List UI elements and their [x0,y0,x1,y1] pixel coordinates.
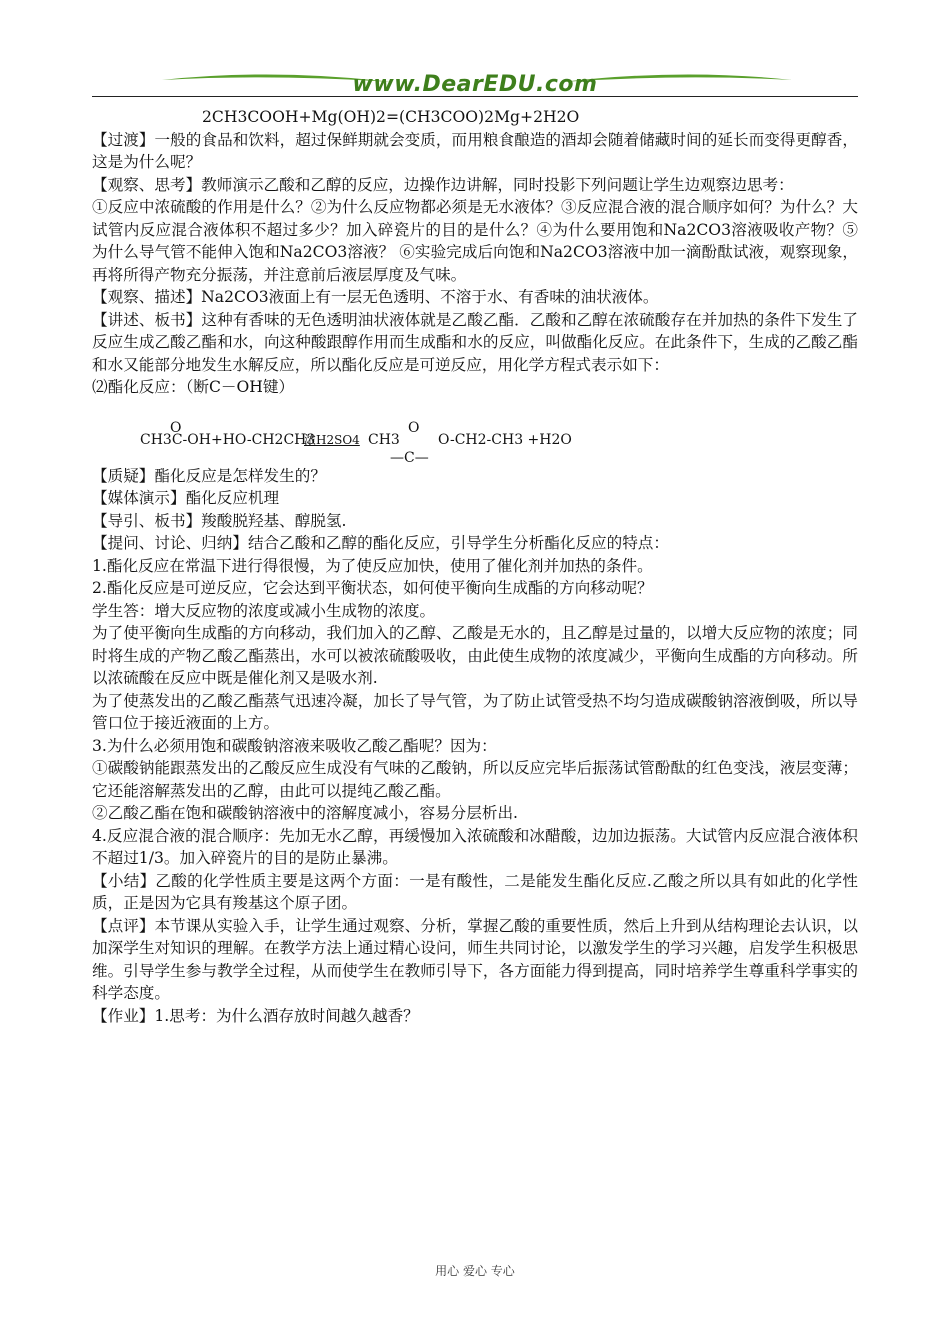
page-footer: 用心 爱心 专心 [435,1264,515,1278]
paragraph: 【质疑】酯化反应是怎样发生的？ [92,466,326,485]
paragraph: 【点评】本节课从实验入手，让学生通过观察、分析，掌握乙酸的重要性质，然后上升到从结构理论去认识，以加深学生对知识的理解。在教学方法上通过精心设问，师生共同讨论，以激发学生的学习兴趣，启发学生积极思维。引导学生参与教学全过程，从而使学生在教师引导下，各方面能力得到提高，同时培养学生尊重科学事实的科学态度。 [92,916,858,1002]
paragraph: 3.为什么必须用饱和碳酸钠溶液来吸收乙酸乙酯呢？因为： [92,736,497,755]
header-divider [92,96,858,97]
paragraph: 【过渡】一般的食品和饮料，超过保鲜期就会变质，而用粮食酿造的酒却会随着储藏时间的延长而变得更醇香，这是为什么呢？ [92,130,858,171]
paragraph: ⑵酯化反应：（断C－OH键） [92,378,295,396]
paragraph: 4.反应混合液的混合顺序：先加无水乙醇，再缓慢加入浓硫酸和冰醋酸，边加边振荡。大试管内反应混合液体积不超过1/3。加入碎瓷片的目的是防止暴沸。 [92,826,858,867]
paragraph: 1.酯化反应在常温下进行得很慢，为了使反应加快，使用了催化剂并加热的条件。 [92,556,653,575]
paragraph: ①反应中浓硫酸的作用是什么？②为什么反应物都必须是无水液体？③反应混合液的混合顺序如何？为什么？大试管内反应混合液体积不超过多少？加入碎瓷片的目的是什么？④为什么要用饱和Na2CO3溶液吸收产物？⑤为什么导气管不能伸入饱和Na2CO3溶液？ ⑥实验完成后向饱和Na2CO3溶液中加一滴酚酞试液，观察现象，再将所得产物充分振荡，并注意前后液层厚度及气味。 [92,198,858,284]
formula-o-top: O [170,419,182,436]
formula-o-top-2: O [408,419,420,436]
paragraph: 【观察、思考】教师演示乙酸和乙醇的反应，边操作边讲解，同时投影下列问题让学生边观察边思考： [92,175,794,194]
paragraph: 为了使蒸发出的乙酸乙酯蒸气迅速冷凝，加长了导气管，为了防止试管受热不均匀造成碳酸钠溶液倒吸，所以导管口位于接近液面的上方。 [92,691,858,732]
paragraph: 【观察、描述】Na2CO3液面上有一层无色透明、不溶于水、有香味的油状液体。 [92,288,659,306]
paragraph: ②乙酸乙酯在饱和碳酸钠溶液中的溶解度减小，容易分层析出. [92,804,518,822]
paragraph: 【作业】1.思考：为什么酒存放时间越久越香？ [92,1006,419,1025]
paragraph: 2.酯化反应是可逆反应，它会达到平衡状态，如何使平衡向生成酯的方向移动呢？ [92,579,653,597]
paragraph: 学生答：增大反应物的浓度或减小生成物的浓度。 [92,601,436,620]
document-body [92,106,858,1027]
site-logo[interactable]: www.DearEDU.com [352,72,598,97]
paragraph: 【小结】乙酸的化学性质主要是这两个方面：一是有酸性，二是能发生酯化反应.乙酸之所以具有如此的化学性质，正是因为它具有羧基这个原子团。 [92,871,858,912]
equation-line: 2CH3COOH+Mg(OH)2=(CH3COO)2Mg+2H2O [202,108,580,126]
formula-catalyst: 浓H2SO4 [304,432,360,447]
paragraph: 【讲述、板书】这种有香味的无色透明油状液体就是乙酸乙酯．乙酸和乙醇在浓硫酸存在并加热的条件下发生了反应生成乙酸乙酯和水，向这种酸跟醇作用而生成酯和水的反应，叫做酯化反应。在此条件下，生成的乙酸乙酯和水又能部分地发生水解反应，所以酯化反应是可逆反应，用化学方程式表示如下： [92,310,858,374]
paragraph: 为了使平衡向生成酯的方向移动，我们加入的乙醇、乙酸是无水的，且乙醇是过量的，以增大反应物的浓度；同时将生成的产物乙酸乙酯蒸出，水可以被浓硫酸吸收，由此使生成物的浓度减少，平衡向生成酯的方向移动。所以浓硫酸在反应中既是催化剂又是吸水剂. [92,624,858,687]
formula-carbonyl: —C— [390,449,429,466]
paragraph: ①碳酸钠能跟蒸发出的乙酸反应生成没有气味的乙酸钠，所以反应完毕后振荡试管酚酞的红色变浅，液层变薄；它还能溶解蒸发出的乙醇，由此可以提纯乙酸乙酯。 [92,759,858,800]
paragraph: 【提问、讨论、归纳】结合乙酸和乙醇的酯化反应，引导学生分析酯化反应的特点： [92,534,669,552]
paragraph: 【导引、板书】羧酸脱羟基、醇脱氢. [92,511,347,530]
formula-right-ch3: CH3 [368,431,400,448]
formula-left: CH3C-OH+HO-CH2CH3 [140,431,316,448]
paragraph: 【媒体演示】酯化反应机理 [92,489,280,507]
page-header [92,66,858,102]
esterification-formula [92,399,858,465]
formula-right-rest: O-CH2-CH3 +H2O [438,431,572,448]
